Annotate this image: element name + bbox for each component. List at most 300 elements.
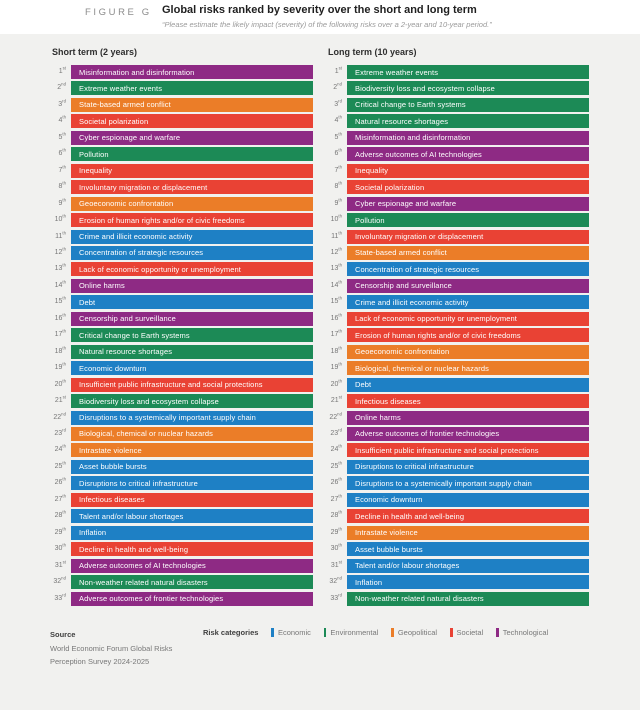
risk-label: Misinformation and disinformation: [355, 133, 471, 143]
risk-bar: [71, 526, 313, 540]
risk-row: [26, 493, 313, 507]
rank-label: 5th: [58, 131, 66, 141]
risk-label: Cyber espionage and warfare: [79, 133, 181, 143]
rank-ordinal-suffix: rd: [338, 592, 342, 598]
rank-label: 16th: [330, 312, 342, 322]
risk-label: Involuntary migration or displacement: [79, 182, 208, 192]
rank-label: 26th: [54, 477, 66, 487]
risk-label: Intrastate violence: [79, 445, 142, 455]
rank-ordinal-suffix: th: [62, 477, 66, 482]
risk-bar: [71, 81, 313, 95]
risk-row: [302, 312, 589, 326]
rank-label: 4th: [58, 115, 66, 125]
rank-ordinal-suffix: nd: [61, 411, 66, 417]
risk-label: Censorship and surveillance: [79, 314, 176, 324]
rank-label: 9th: [334, 197, 342, 207]
figure-subtitle: “Please estimate the likely impact (severity) of the following risks over a 2-year and 10-year period.”: [162, 20, 492, 29]
risk-label: Extreme weather events: [79, 83, 163, 93]
risk-bar: [71, 197, 313, 211]
rank-ordinal-suffix: st: [62, 394, 66, 400]
risk-bar: [71, 213, 313, 227]
risk-row: [26, 526, 313, 540]
risk-row: [26, 164, 313, 178]
legend-color-tick: [271, 628, 274, 637]
risk-row: [26, 361, 313, 375]
rank-label: 16th: [54, 312, 66, 322]
rank-label: 32nd: [53, 575, 66, 586]
rank-ordinal-suffix: th: [62, 509, 66, 515]
rank-ordinal-suffix: th: [338, 213, 342, 219]
risk-bar: [71, 427, 313, 441]
risk-row: [26, 394, 313, 408]
rank-ordinal-suffix: th: [62, 115, 66, 121]
risk-row: [26, 295, 313, 309]
risk-bar: [347, 394, 589, 408]
risk-row: [26, 262, 313, 276]
rank-label: 2nd: [57, 82, 66, 92]
rank-ordinal-suffix: th: [62, 263, 66, 269]
rank-ordinal-suffix: st: [62, 65, 66, 71]
rank-ordinal-suffix: st: [338, 559, 342, 565]
risk-row: [26, 81, 313, 95]
rank-label: 6th: [334, 147, 342, 158]
risk-row: [302, 460, 589, 474]
risk-row: [302, 98, 589, 112]
rank-label: 3rd: [334, 98, 342, 108]
risk-row: [302, 230, 589, 244]
risk-bar: [347, 295, 589, 309]
risk-row: [26, 279, 313, 293]
rank-label: 18th: [330, 345, 342, 355]
risk-bar: [347, 427, 589, 441]
risk-row: [302, 81, 589, 95]
risk-bar: [71, 411, 313, 425]
risk-row: [26, 98, 313, 112]
risk-label: Pollution: [355, 215, 385, 225]
risk-row: [26, 197, 313, 211]
rank-label: 24th: [330, 444, 342, 454]
risk-label: Natural resource shortages: [79, 347, 173, 357]
risk-bar: [71, 460, 313, 474]
rank-ordinal-suffix: rd: [338, 98, 342, 104]
risk-bar: [347, 460, 589, 474]
rank-ordinal-suffix: th: [338, 328, 342, 334]
risk-label: Decline in health and well-being: [79, 544, 189, 554]
risk-bar: [347, 378, 589, 392]
rank-label: 30th: [54, 542, 66, 553]
rank-ordinal-suffix: nd: [61, 82, 66, 88]
legend-item-societal: [450, 628, 483, 637]
risk-row: [26, 509, 313, 523]
rank-label: 13th: [330, 263, 342, 273]
risk-row: [302, 575, 589, 589]
rank-ordinal-suffix: th: [62, 131, 66, 137]
rank-label: 8th: [58, 180, 66, 191]
risk-label: Disruptions to critical infrastructure: [79, 478, 198, 488]
risk-bar: [71, 262, 313, 276]
rank-ordinal-suffix: th: [62, 230, 66, 236]
risk-row: [302, 328, 589, 342]
risk-label: Asset bubble bursts: [79, 462, 147, 472]
rank-ordinal-suffix: th: [338, 477, 342, 482]
risk-row: [302, 197, 589, 211]
risk-row: [302, 394, 589, 408]
risk-row: [26, 460, 313, 474]
rank-label: 27th: [330, 493, 342, 503]
rank-ordinal-suffix: th: [338, 509, 342, 515]
risk-row: [302, 592, 589, 606]
rank-ordinal-suffix: th: [62, 164, 66, 170]
risk-label: Concentration of strategic resources: [355, 264, 480, 274]
risk-bar: [71, 476, 313, 490]
rank-ordinal-suffix: th: [62, 493, 66, 499]
rank-label: 33rd: [54, 592, 66, 602]
figure-kicker: FIGURE G: [85, 7, 152, 18]
risk-bar: [347, 411, 589, 425]
rank-ordinal-suffix: th: [62, 345, 66, 351]
rank-ordinal-suffix: st: [62, 559, 66, 565]
risk-bar: [347, 147, 589, 161]
rank-ordinal-suffix: st: [338, 65, 342, 71]
risk-label: Disruptions to critical infrastructure: [355, 462, 474, 472]
rank-ordinal-suffix: th: [338, 296, 342, 302]
risk-row: [26, 476, 313, 490]
risk-bar: [71, 493, 313, 507]
risk-label: Non-weather related natural disasters: [79, 577, 208, 587]
rank-ordinal-suffix: th: [62, 328, 66, 334]
risk-label: Infectious diseases: [355, 396, 421, 406]
risk-label: Pollution: [79, 149, 109, 159]
column-header-short-term: Short term (2 years): [52, 47, 138, 57]
rank-label: 7th: [334, 164, 342, 174]
risk-row: [302, 559, 589, 573]
risk-bar: [71, 345, 313, 359]
rank-label: 15th: [54, 296, 66, 306]
risk-bar: [347, 509, 589, 523]
risk-row: [26, 575, 313, 589]
risk-row: [26, 230, 313, 244]
risk-bar: [71, 180, 313, 194]
risk-row: [302, 509, 589, 523]
risk-label: State-based armed conflict: [79, 100, 171, 110]
risk-label: Geoeconomic confrontation: [79, 199, 174, 209]
risk-label: Cyber espionage and warfare: [355, 199, 457, 209]
risk-bar: [71, 443, 313, 457]
risk-label: Critical change to Earth systems: [79, 330, 190, 340]
rank-ordinal-suffix: th: [62, 279, 66, 285]
risk-label: Crime and illicit economic activity: [79, 232, 193, 242]
rank-ordinal-suffix: th: [338, 131, 342, 137]
risk-label: Biological, chemical or nuclear hazards: [79, 429, 213, 439]
risk-label: Economic downturn: [79, 363, 147, 373]
risk-label: Concentration of strategic resources: [79, 248, 204, 258]
rank-ordinal-suffix: th: [338, 279, 342, 285]
legend-title: Risk categories: [203, 628, 259, 637]
risk-label: Lack of economic opportunity or unemployment: [79, 264, 241, 274]
rank-ordinal-suffix: th: [62, 147, 66, 153]
risk-bar: [347, 476, 589, 490]
risk-bar: [71, 246, 313, 260]
rank-label: 33rd: [330, 592, 342, 602]
risk-bar: [347, 131, 589, 145]
risk-label: Economic downturn: [355, 495, 423, 505]
risk-label: Erosion of human rights and/or of civic freedoms: [355, 330, 521, 340]
risk-row: [26, 114, 313, 128]
legend-color-tick: [450, 628, 453, 637]
risk-row: [26, 559, 313, 573]
rank-label: 1st: [334, 65, 342, 75]
legend-item-economic: [271, 628, 310, 637]
risk-label: Insufficient public infrastructure and social protections: [79, 380, 263, 390]
rank-label: 14th: [330, 279, 342, 289]
rank-label: 25th: [54, 460, 66, 470]
rank-label: 22nd: [329, 411, 342, 421]
risk-bar: [71, 98, 313, 112]
risk-label: Online harms: [79, 281, 125, 291]
risk-row: [302, 131, 589, 145]
rank-ordinal-suffix: th: [338, 180, 342, 186]
risk-label: Censorship and surveillance: [355, 281, 452, 291]
risk-bar: [347, 230, 589, 244]
legend-label: Societal: [456, 628, 484, 637]
rank-ordinal-suffix: th: [62, 460, 66, 466]
risk-bar: [347, 312, 589, 326]
rank-label: 28th: [330, 509, 342, 520]
rank-label: 21st: [330, 394, 342, 405]
risk-row: [302, 213, 589, 227]
risk-bar: [347, 592, 589, 606]
risk-label: Critical change to Earth systems: [355, 100, 466, 110]
risk-bar: [347, 246, 589, 260]
rank-ordinal-suffix: th: [62, 296, 66, 302]
risk-label: Extreme weather events: [355, 67, 439, 77]
risk-row: [302, 427, 589, 441]
rank-label: 11th: [55, 230, 66, 240]
risk-bar: [347, 526, 589, 540]
rank-label: 28th: [54, 509, 66, 520]
risk-row: [302, 526, 589, 540]
risk-label: Disruptions to a systemically important supply chain: [79, 413, 256, 423]
rank-ordinal-suffix: th: [62, 213, 66, 219]
risk-bar: [71, 230, 313, 244]
risk-row: [302, 147, 589, 161]
risk-label: Biological, chemical or nuclear hazards: [355, 363, 489, 373]
rank-label: 12th: [330, 246, 342, 256]
risk-label: Asset bubble bursts: [355, 544, 423, 554]
rank-ordinal-suffix: th: [338, 263, 342, 269]
rank-ordinal-suffix: rd: [62, 592, 66, 598]
risk-bar: [347, 197, 589, 211]
rank-label: 22nd: [53, 411, 66, 421]
rank-label: 2nd: [333, 82, 342, 92]
legend-color-tick: [496, 628, 499, 637]
risk-row: [26, 65, 313, 79]
rank-label: 31st: [54, 559, 66, 569]
risk-label: Biodiversity loss and ecosystem collapse: [79, 396, 219, 406]
rank-label: 17th: [330, 328, 342, 339]
risk-row: [26, 443, 313, 457]
risk-label: Infectious diseases: [79, 495, 145, 505]
rank-label: 29th: [330, 526, 342, 536]
risk-bar: [71, 575, 313, 589]
risk-label: Misinformation and disinformation: [79, 67, 195, 77]
risk-label: Talent and/or labour shortages: [79, 511, 184, 521]
rank-ordinal-suffix: th: [338, 147, 342, 153]
risk-bar: [347, 279, 589, 293]
risk-bar: [71, 279, 313, 293]
risk-row: [302, 361, 589, 375]
risk-bar: [71, 295, 313, 309]
risk-row: [26, 345, 313, 359]
risk-label: Adverse outcomes of frontier technologies: [355, 429, 500, 439]
risk-label: Societal polarization: [355, 182, 425, 192]
risk-row: [302, 164, 589, 178]
risk-label: Involuntary migration or displacement: [355, 232, 484, 242]
risk-row: [26, 328, 313, 342]
short-term-ranking-list: [26, 65, 313, 606]
rank-ordinal-suffix: th: [62, 180, 66, 186]
risk-row: [26, 592, 313, 606]
risk-bar: [71, 147, 313, 161]
risk-bar: [347, 81, 589, 95]
risk-bar: [71, 559, 313, 573]
risk-bar: [347, 361, 589, 375]
source-line: World Economic Forum Global Risks: [50, 644, 173, 653]
rank-label: 20th: [54, 378, 66, 388]
rank-label: 8th: [334, 180, 342, 191]
rank-label: 24th: [54, 444, 66, 454]
rank-label: 5th: [334, 131, 342, 141]
risk-row: [302, 411, 589, 425]
rank-label: 25th: [330, 460, 342, 470]
rank-ordinal-suffix: th: [62, 312, 66, 318]
risk-row: [26, 180, 313, 194]
rank-ordinal-suffix: th: [62, 542, 66, 548]
rank-ordinal-suffix: th: [338, 246, 342, 252]
risk-bar: [71, 509, 313, 523]
risk-bar: [347, 559, 589, 573]
risk-row: [302, 378, 589, 392]
rank-label: 30th: [330, 542, 342, 553]
risk-row: [26, 378, 313, 392]
risk-row: [302, 345, 589, 359]
risk-label: Crime and illicit economic activity: [355, 297, 469, 307]
rank-ordinal-suffix: th: [338, 378, 342, 384]
rank-label: 18th: [54, 345, 66, 355]
risk-label: Online harms: [355, 413, 401, 423]
rank-label: 26th: [330, 477, 342, 487]
risk-label: Insufficient public infrastructure and social protections: [355, 445, 539, 455]
risk-bar: [71, 131, 313, 145]
rank-label: 1st: [58, 65, 66, 75]
rank-label: 12th: [54, 246, 66, 256]
rank-label: 21st: [54, 394, 66, 405]
risk-row: [26, 147, 313, 161]
legend-item-technological: [496, 628, 548, 637]
risk-row: [302, 262, 589, 276]
risk-bar: [347, 164, 589, 178]
risk-label: Debt: [79, 297, 96, 307]
risk-label: Intrastate violence: [355, 528, 418, 538]
risk-bar: [71, 378, 313, 392]
legend-label: Geopolitical: [397, 628, 438, 637]
risk-row: [26, 427, 313, 441]
risk-row: [26, 542, 313, 556]
risk-label: Lack of economic opportunity or unemployment: [355, 314, 517, 324]
risk-bar: [347, 493, 589, 507]
rank-label: 7th: [58, 164, 66, 174]
rank-label: 3rd: [58, 98, 66, 108]
rank-label: 17th: [54, 328, 66, 339]
rank-ordinal-suffix: rd: [62, 427, 66, 433]
risk-bar: [71, 542, 313, 556]
risk-bar: [347, 98, 589, 112]
risk-bar: [71, 114, 313, 128]
risk-label: Talent and/or labour shortages: [355, 561, 460, 571]
risk-bar: [71, 394, 313, 408]
risk-bar: [347, 542, 589, 556]
risk-row: [26, 411, 313, 425]
risk-row: [302, 493, 589, 507]
rank-ordinal-suffix: st: [338, 394, 342, 400]
rank-label: 23rd: [330, 427, 342, 437]
risk-bar: [347, 65, 589, 79]
risk-bar: [347, 328, 589, 342]
risk-label: State-based armed conflict: [355, 248, 447, 258]
risk-bar: [347, 262, 589, 276]
rank-ordinal-suffix: th: [338, 361, 342, 367]
risk-row: [26, 246, 313, 260]
rank-ordinal-suffix: nd: [337, 575, 342, 581]
risk-label: Adverse outcomes of frontier technologies: [79, 594, 224, 603]
rank-ordinal-suffix: th: [338, 115, 342, 121]
legend-label: Technological: [502, 628, 549, 637]
risk-bar: [347, 180, 589, 194]
risk-label: Inequality: [355, 166, 389, 176]
risk-bar: [71, 164, 313, 178]
risk-label: Geoeconomic confrontation: [355, 347, 450, 357]
risk-label: Non-weather related natural disasters: [355, 594, 484, 603]
rank-label: 9th: [58, 197, 66, 207]
legend-label: Environmental: [330, 628, 379, 637]
risk-bar: [71, 592, 313, 606]
risk-bar: [71, 312, 313, 326]
rank-ordinal-suffix: th: [62, 526, 66, 532]
risk-bar: [347, 575, 589, 589]
rank-ordinal-suffix: th: [62, 361, 66, 367]
legend-item-geopolitical: [391, 628, 437, 637]
risk-bar: [347, 213, 589, 227]
legend-item-environmental: [324, 628, 378, 637]
rank-ordinal-suffix: th: [338, 230, 342, 236]
risk-label: Societal polarization: [79, 116, 149, 126]
rank-ordinal-suffix: rd: [62, 98, 66, 104]
risk-bar: [71, 65, 313, 79]
legend-color-tick: [324, 628, 327, 637]
risk-row: [302, 114, 589, 128]
risk-row: [302, 295, 589, 309]
risk-row: [26, 213, 313, 227]
rank-label: 20th: [330, 378, 342, 388]
rank-ordinal-suffix: th: [62, 378, 66, 384]
rank-ordinal-suffix: th: [62, 246, 66, 252]
risk-label: Inflation: [355, 577, 383, 587]
rank-ordinal-suffix: nd: [61, 575, 66, 581]
risk-label: Adverse outcomes of AI technologies: [355, 149, 482, 159]
rank-ordinal-suffix: th: [338, 542, 342, 548]
rank-ordinal-suffix: th: [338, 345, 342, 351]
figure-title: Global risks ranked by severity over the short and long term: [162, 4, 477, 16]
